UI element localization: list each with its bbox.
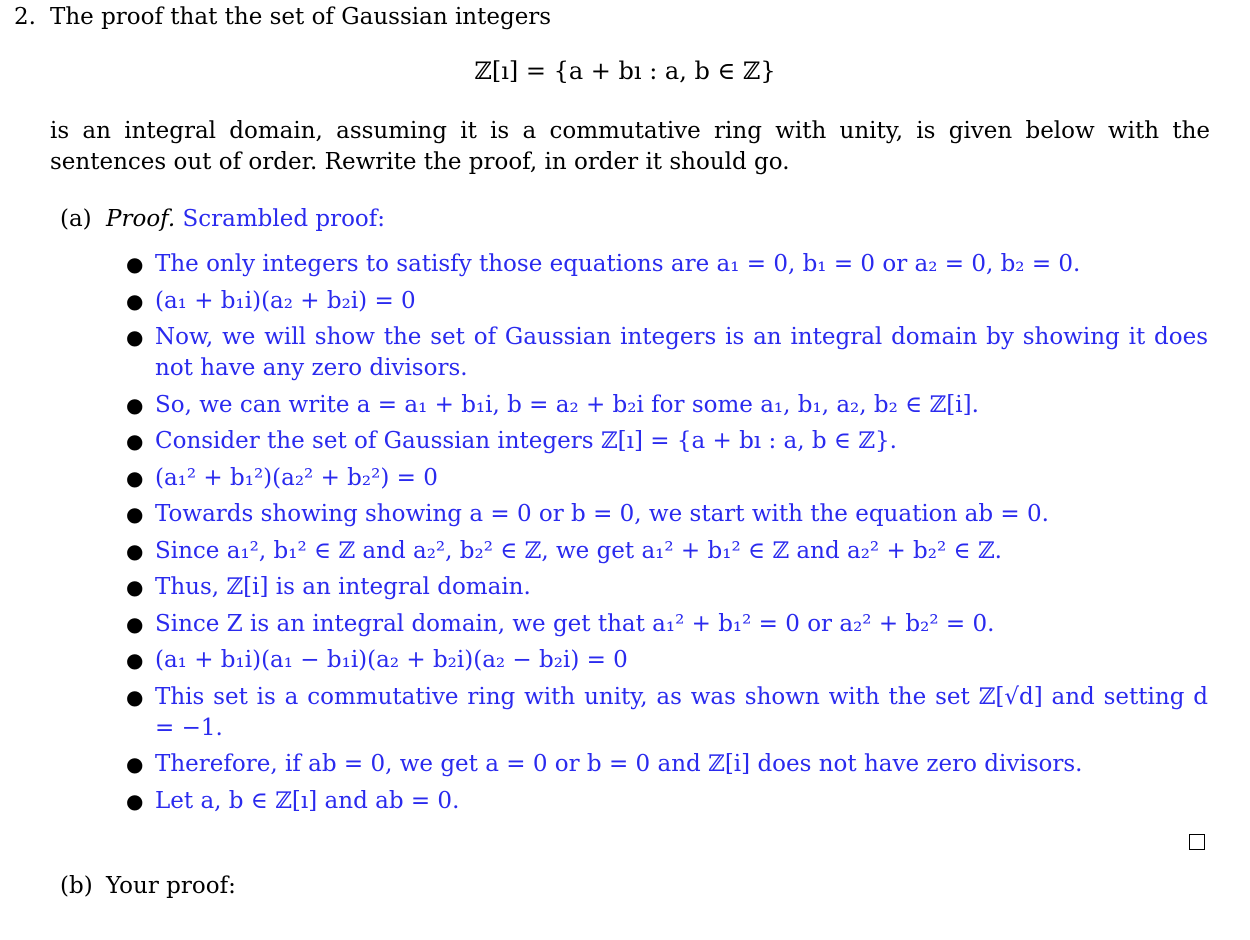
bullet-icon: ● bbox=[126, 788, 144, 813]
list-item: ● (a₁ + b₁i)(a₁ − b₁i)(a₂ + b₂i)(a₂ − b₂i) = 0 bbox=[126, 645, 1208, 676]
bullet-icon: ● bbox=[126, 465, 144, 490]
problem-number: 2. bbox=[14, 4, 36, 30]
list-item: ● Therefore, if ab = 0, we get a = 0 or b = 0 and ℤ[i] does not have zero divisors. bbox=[126, 749, 1208, 780]
bullet-icon: ● bbox=[126, 502, 144, 526]
part-a-label: (a) bbox=[60, 206, 92, 232]
bullet-icon: ● bbox=[126, 611, 144, 636]
list-item: ● Since Z is an integral domain, we get that a₁² + b₁² = 0 or a₂² + b₂² = 0. bbox=[126, 609, 1208, 640]
bullet-icon: ● bbox=[126, 684, 144, 709]
part-a-header bbox=[60, 203, 385, 235]
list-item: ● So, we can write a = a₁ + b₁i, b = a₂ + b₂i for some a₁, b₁, a₂, b₂ ∈ ℤ[i]. bbox=[126, 390, 1208, 421]
bullet-icon: ● bbox=[126, 648, 144, 672]
scrambled-heading: Scrambled proof: bbox=[182, 206, 386, 232]
bullet-icon: ● bbox=[126, 392, 144, 417]
list-item: ● Thus, ℤ[i] is an integral domain. bbox=[126, 572, 1208, 603]
list-item: ● This set is a commutative ring with unity, as was shown with the set ℤ[√d] and setting d = −1. bbox=[126, 683, 1208, 741]
bullet-icon: ● bbox=[126, 325, 144, 349]
list-item: ● Let a, b ∈ ℤ[ı] and ab = 0. bbox=[126, 786, 1208, 817]
problem-intro: The proof that the set of Gaussian integers bbox=[50, 4, 552, 30]
problem-header bbox=[14, 2, 551, 32]
list-item: ● Since a₁², b₁² ∈ ℤ and a₂², b₂² ∈ ℤ, we get a₁² + b₁² ∈ ℤ and a₂² + b₂² ∈ ℤ. bbox=[126, 536, 1208, 567]
display-equation: ℤ[ı] = {a + bı : a, b ∈ ℤ} bbox=[474, 57, 776, 85]
bullet-icon: ● bbox=[126, 429, 144, 453]
bullet-icon: ● bbox=[126, 538, 144, 563]
scrambled-proof-list bbox=[126, 249, 1208, 822]
qed-square-icon bbox=[1189, 834, 1205, 850]
bullet-icon: ● bbox=[126, 252, 144, 276]
list-item: ● Now, we will show the set of Gaussian integers is an integral domain by showing it does not have any zero divisors. bbox=[126, 324, 1208, 381]
list-item: ● The only integers to satisfy those equations are a₁ = 0, b₁ = 0 or a₂ = 0, b₂ = 0. bbox=[126, 249, 1208, 280]
list-item: ● (a₁² + b₁²)(a₂² + b₂²) = 0 bbox=[126, 463, 1208, 494]
bullet-icon: ● bbox=[126, 752, 144, 776]
bullet-icon: ● bbox=[126, 575, 144, 599]
bullet-icon: ● bbox=[126, 288, 144, 313]
list-item: ● Towards showing showing a = 0 or b = 0, we start with the equation ab = 0. bbox=[126, 499, 1208, 530]
list-item: ● Consider the set of Gaussian integers ℤ[ı] = {a + bı : a, b ∈ ℤ}. bbox=[126, 426, 1208, 457]
problem-paragraph: is an integral domain, assuming it is a commutative ring with unity, is given below with the sentences out of order. Rewrite the proof, in order it should go. bbox=[50, 118, 1210, 175]
your-proof-heading: Your proof: bbox=[106, 873, 236, 899]
part-b-header bbox=[60, 870, 236, 902]
list-item: ● (a₁ + b₁i)(a₂ + b₂i) = 0 bbox=[126, 286, 1208, 317]
proof-word: Proof. bbox=[106, 206, 176, 232]
part-b-label: (b) bbox=[60, 873, 93, 899]
